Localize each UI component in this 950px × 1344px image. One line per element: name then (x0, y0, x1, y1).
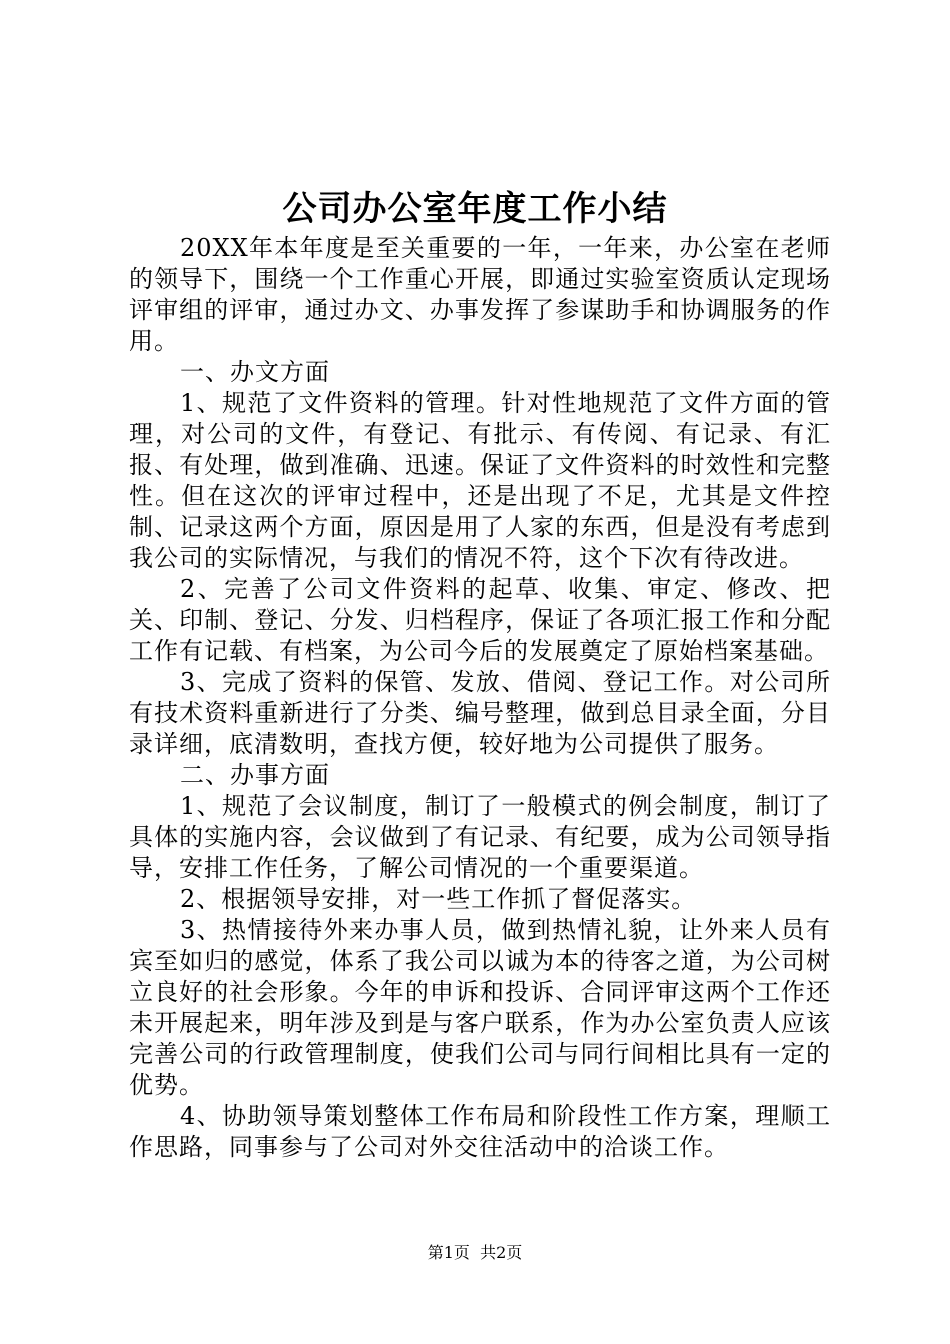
section-heading-affairs: 二、办事方面 (180, 761, 330, 789)
paragraph-documents-3: 3、完成了资料的保管、发放、借阅、登记工作。对公司所有技术资料重新进行了分类、编号整理，做到总目录全面，分目录详细，底清数明，查找方便，较好地为公司提供了服务。 (129, 668, 831, 758)
paragraph-affairs-4: 4、协助领导策划整体工作布局和阶段性工作方案，理顺工作思路，同事参与了公司对外交往活动中的洽谈工作。 (129, 1102, 831, 1161)
paragraph-affairs-2: 2、根据领导安排，对一些工作抓了督促落实。 (180, 885, 697, 913)
paragraph-documents-1: 1、规范了文件资料的管理。针对性地规范了文件方面的管理，对公司的文件，有登记、有批示、有传阅、有记录、有汇报、有处理，做到准确、迅速。保证了文件资料的时效性和完整性。但在这次的评审过程中，还是出现了不足，尤其是文件控制、记录这两个方面，原因是用了人家的东西，但是没有考虑到我公司的实际情况，与我们的情况不符，这个下次有待改进。 (129, 389, 831, 572)
page-footer (0, 1242, 950, 1264)
paragraph-intro: 20XX年本年度是至关重要的一年，一年来，办公室在老师的领导下，围绕一个工作重心开展，即通过实验室资质认定现场评审组的评审，通过办文、办事发挥了参谋助手和协调服务的作用。 (129, 234, 831, 355)
paragraph-affairs-3: 3、热情接待外来办事人员，做到热情礼貌，让外来人员有宾至如归的感觉，体系了我公司以诚为本的待客之道，为公司树立良好的社会形象。今年的申诉和投诉、合同评审这两个工作还未开展起来，明年涉及到是与客户联系，作为办公室负责人应该完善公司的行政管理制度，使我们公司与同行间相比具有一定的优势。 (129, 916, 831, 1099)
page-number-total: 共2页 (480, 1243, 523, 1262)
section-heading-documents: 一、办文方面 (180, 358, 330, 386)
document-body (129, 233, 831, 1163)
document-title: 公司办公室年度工作小结 (282, 189, 668, 229)
paragraph-documents-2: 2、完善了公司文件资料的起草、收集、审定、修改、把关、印制、登记、分发、归档程序，保证了各项汇报工作和分配工作有记载、有档案，为公司今后的发展奠定了原始档案基础。 (129, 575, 831, 665)
page-number-current: 第1页 (427, 1243, 470, 1262)
paragraph-affairs-1: 1、规范了会议制度，制订了一般模式的例会制度，制订了具体的实施内容，会议做到了有记录、有纪要，成为公司领导指导，安排工作任务，了解公司情况的一个重要渠道。 (129, 792, 831, 882)
